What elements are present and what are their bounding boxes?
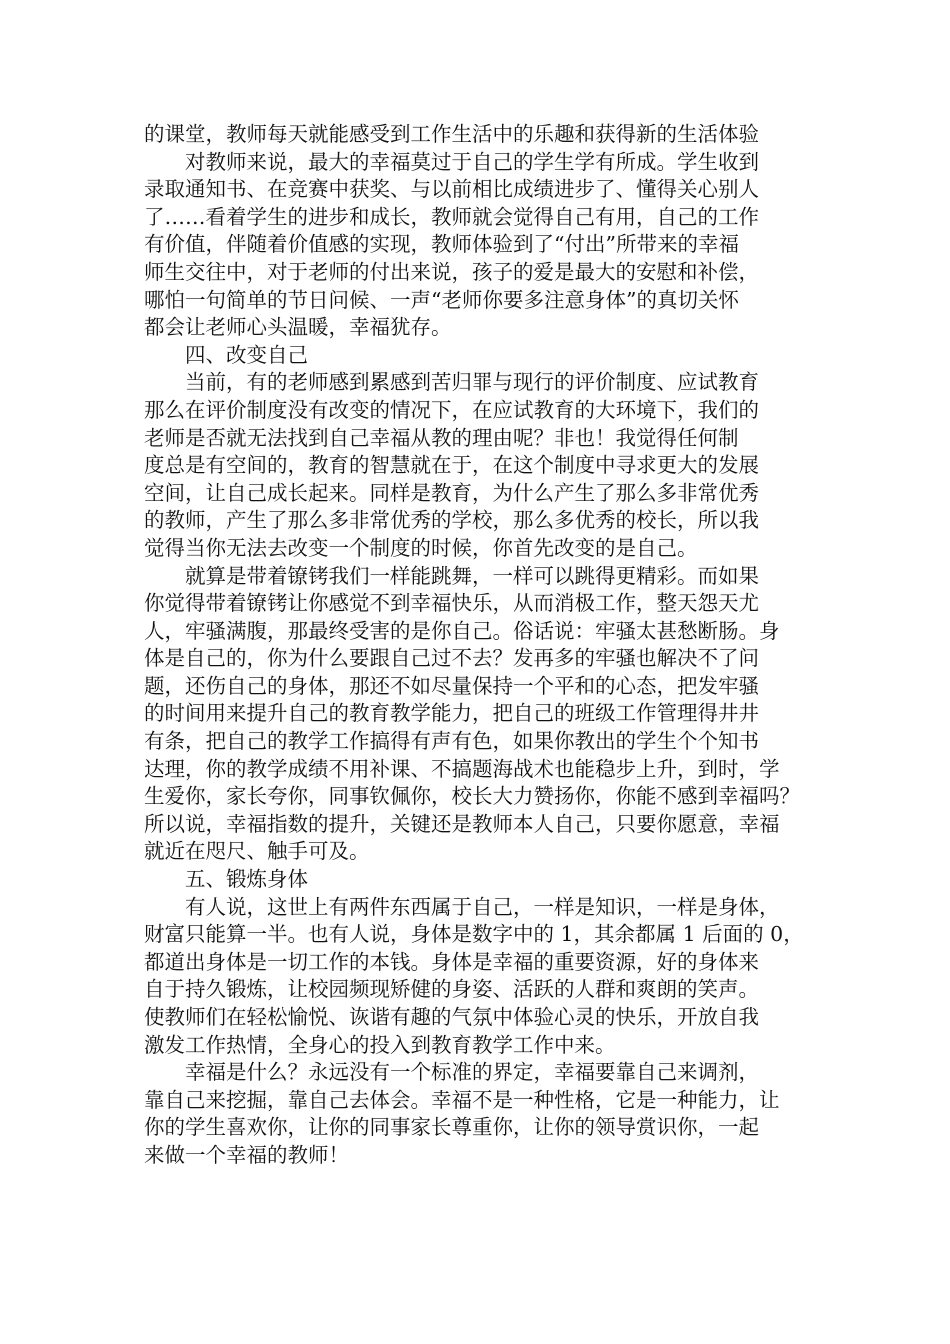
text-line: 有价值，伴随着价值感的实现，教师体验到了“付出”所带来的幸福 <box>144 232 739 257</box>
text-line: 有人说，这世上有两件东西属于自己，一样是知识，一样是身体， <box>185 894 780 919</box>
text-line: 的时间用来提升自己的教育教学能力，把自己的班级工作管理得井井 <box>144 701 759 726</box>
text-line: 那么在评价制度没有改变的情况下，在应试教育的大环境下，我们的 <box>144 397 759 422</box>
text-line: 的课堂，教师每天就能感受到工作生活中的乐趣和获得新的生活体验 <box>144 122 759 146</box>
text-line: 录取通知书、在竞赛中获奖、与以前相比成绩进步了、懂得关心别人 <box>144 177 759 202</box>
text-line: 来做一个幸福的教师！ <box>144 1142 349 1167</box>
text-line: 觉得当你无法去改变一个制度的时候，你首先改变的是自己。 <box>144 535 698 560</box>
text-line: 老师是否就无法找到自己幸福从教的理由呢？非也！我觉得任何制 <box>144 425 739 450</box>
text-line: 人，牢骚满腹，那最终受害的是你自己。俗话说：牢骚太甚愁断肠。身 <box>144 618 780 643</box>
text-line: 就近在咫尺、触手可及。 <box>144 839 370 864</box>
text-line: 哪怕一句简单的节日问候、一声“老师你要多注意身体”的真切关怀 <box>144 287 739 312</box>
text-line: 有条，把自己的教学工作搞得有声有色，如果你教出的学生个个知书 <box>144 729 759 754</box>
text-line: 了……看着学生的进步和成长，教师就会觉得自己有用，自己的工作 <box>144 204 759 229</box>
text-line: 空间，让自己成长起来。同样是教育，为什么产生了那么多非常优秀 <box>144 480 759 505</box>
text-line: 当前，有的老师感到累感到苦归罪与现行的评价制度、应试教育 <box>185 370 759 395</box>
text-line: 财富只能算一半。也有人说，身体是数字中的 1，其余都属 1 后面的 0， <box>144 922 804 947</box>
text-line: 生爱你，家长夸你，同事钦佩你，校长大力赞扬你，你能不感到幸福吗？ <box>144 784 800 809</box>
text-line: 使教师们在轻松愉悦、诙谐有趣的气氛中体验心灵的快乐，开放自我 <box>144 1005 759 1029</box>
text-line: 体是自己的，你为什么要跟自己过不去？发再多的牢骚也解决不了问 <box>144 646 759 671</box>
text-line: 师生交往中，对于老师的付出来说，孩子的爱是最大的安慰和补偿， <box>144 259 759 284</box>
text-line: 都会让老师心头温暖，幸福犹存。 <box>144 315 452 340</box>
text-line: 你觉得带着镣铐让你感觉不到幸福快乐，从而消极工作，整天怨天尤 <box>144 591 759 616</box>
text-line: 靠自己来挖掘，靠自己去体会。幸福不是一种性格，它是一种能力，让 <box>144 1087 780 1112</box>
text-line: 幸福是什么？永远没有一个标准的界定，幸福要靠自己来调剂， <box>185 1060 759 1085</box>
text-line: 达理，你的教学成绩不用补课、不搞题海战术也能稳步上升，到时，学 <box>144 756 780 781</box>
text-line: 题，还伤自己的身体，那还不如尽量保持一个平和的心态，把发牢骚 <box>144 673 759 698</box>
text-line: 自于持久锻炼，让校园频现矫健的身姿、活跃的人群和爽朗的笑声。 <box>144 977 759 1002</box>
text-line: 度总是有空间的，教育的智慧就在于，在这个制度中寻求更大的发展 <box>144 453 759 478</box>
text-line: 都道出身体是一切工作的本钱。身体是幸福的重要资源，好的身体来 <box>144 949 759 974</box>
text-line: 激发工作热情，全身心的投入到教育教学工作中来。 <box>144 1032 616 1057</box>
document-page <box>144 121 824 1170</box>
text-line: 就算是带着镣铐我们一样能跳舞，一样可以跳得更精彩。而如果 <box>185 563 759 588</box>
section-heading: 五、锻炼身体 <box>185 867 308 892</box>
text-line: 所以说，幸福指数的提升，关键还是教师本人自己，只要你愿意，幸福 <box>144 811 780 836</box>
text-line: 你的学生喜欢你，让你的同事家长尊重你，让你的领导赏识你，一起 <box>144 1115 759 1140</box>
text-line: 对教师来说，最大的幸福莫过于自己的学生学有所成。学生收到 <box>185 149 759 174</box>
text-line: 的教师，产生了那么多非常优秀的学校，那么多优秀的校长，所以我 <box>144 508 759 533</box>
section-heading: 四、改变自己 <box>185 342 308 367</box>
